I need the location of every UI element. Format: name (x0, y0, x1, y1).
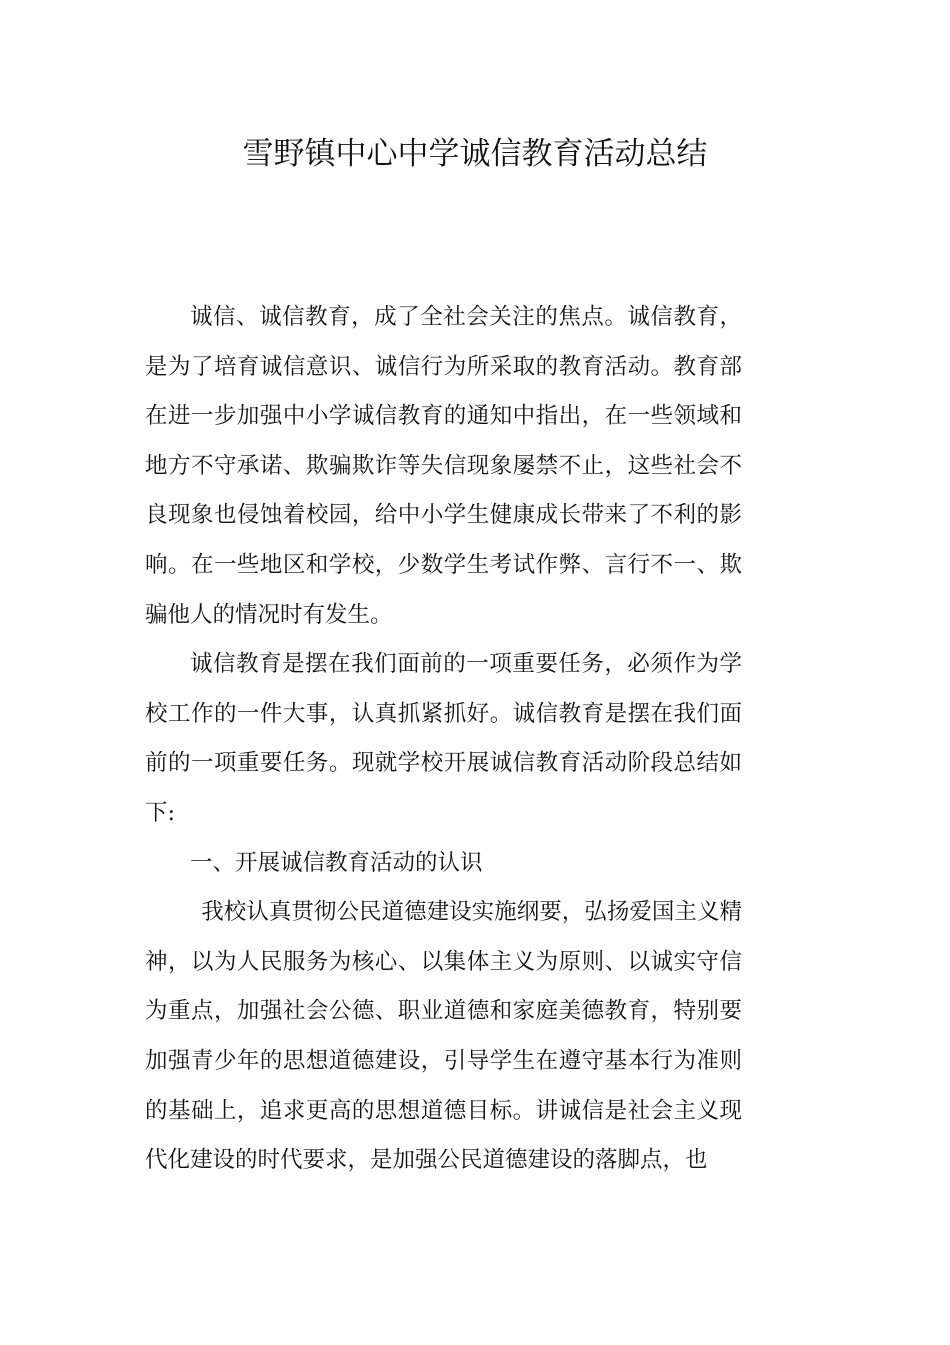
paragraph-task: 诚信教育是摆在我们面前的一项重要任务，必须作为学校工作的一件大事，认真抓紧抓好。诚信教育是摆在我们面前的一项重要任务。现就学校开展诚信教育活动阶段总结如下: (145, 651, 742, 826)
paragraph-section-one: 我校认真贯彻公民道德建设实施纲要，弘扬爱国主义精神，以为人民服务为核心、以集体主义为原则、以诚实守信为重点，加强社会公德、职业道德和家庭美德教育，特别要加强青少年的思想道德建设，引导学生在遵守基本行为准则的基础上，追求更高的思想道德目标。讲诚信是社会主义现代化建设的时代要求，是加强公民道德建设的落脚点，也 (145, 899, 742, 1174)
document-body (145, 293, 742, 1186)
paragraph-intro: 诚信、诚信教育，成了全社会关注的焦点。诚信教育，是为了培育诚信意识、诚信行为所采取的教育活动。教育部在进一步加强中小学诚信教育的通知中指出，在一些领域和地方不守承诺、欺骗欺诈等失信现象屡禁不止，这些社会不良现象也侵蚀着校园，给中小学生健康成长带来了不利的影响。在一些地区和学校，少数学生考试作弊、言行不一、欺骗他人的情况时有发生。 (145, 304, 742, 628)
document-title: 雪野镇中心中学诚信教育活动总结 (242, 136, 708, 172)
section-heading: 一、开展诚信教育活动的认识 (190, 849, 483, 876)
